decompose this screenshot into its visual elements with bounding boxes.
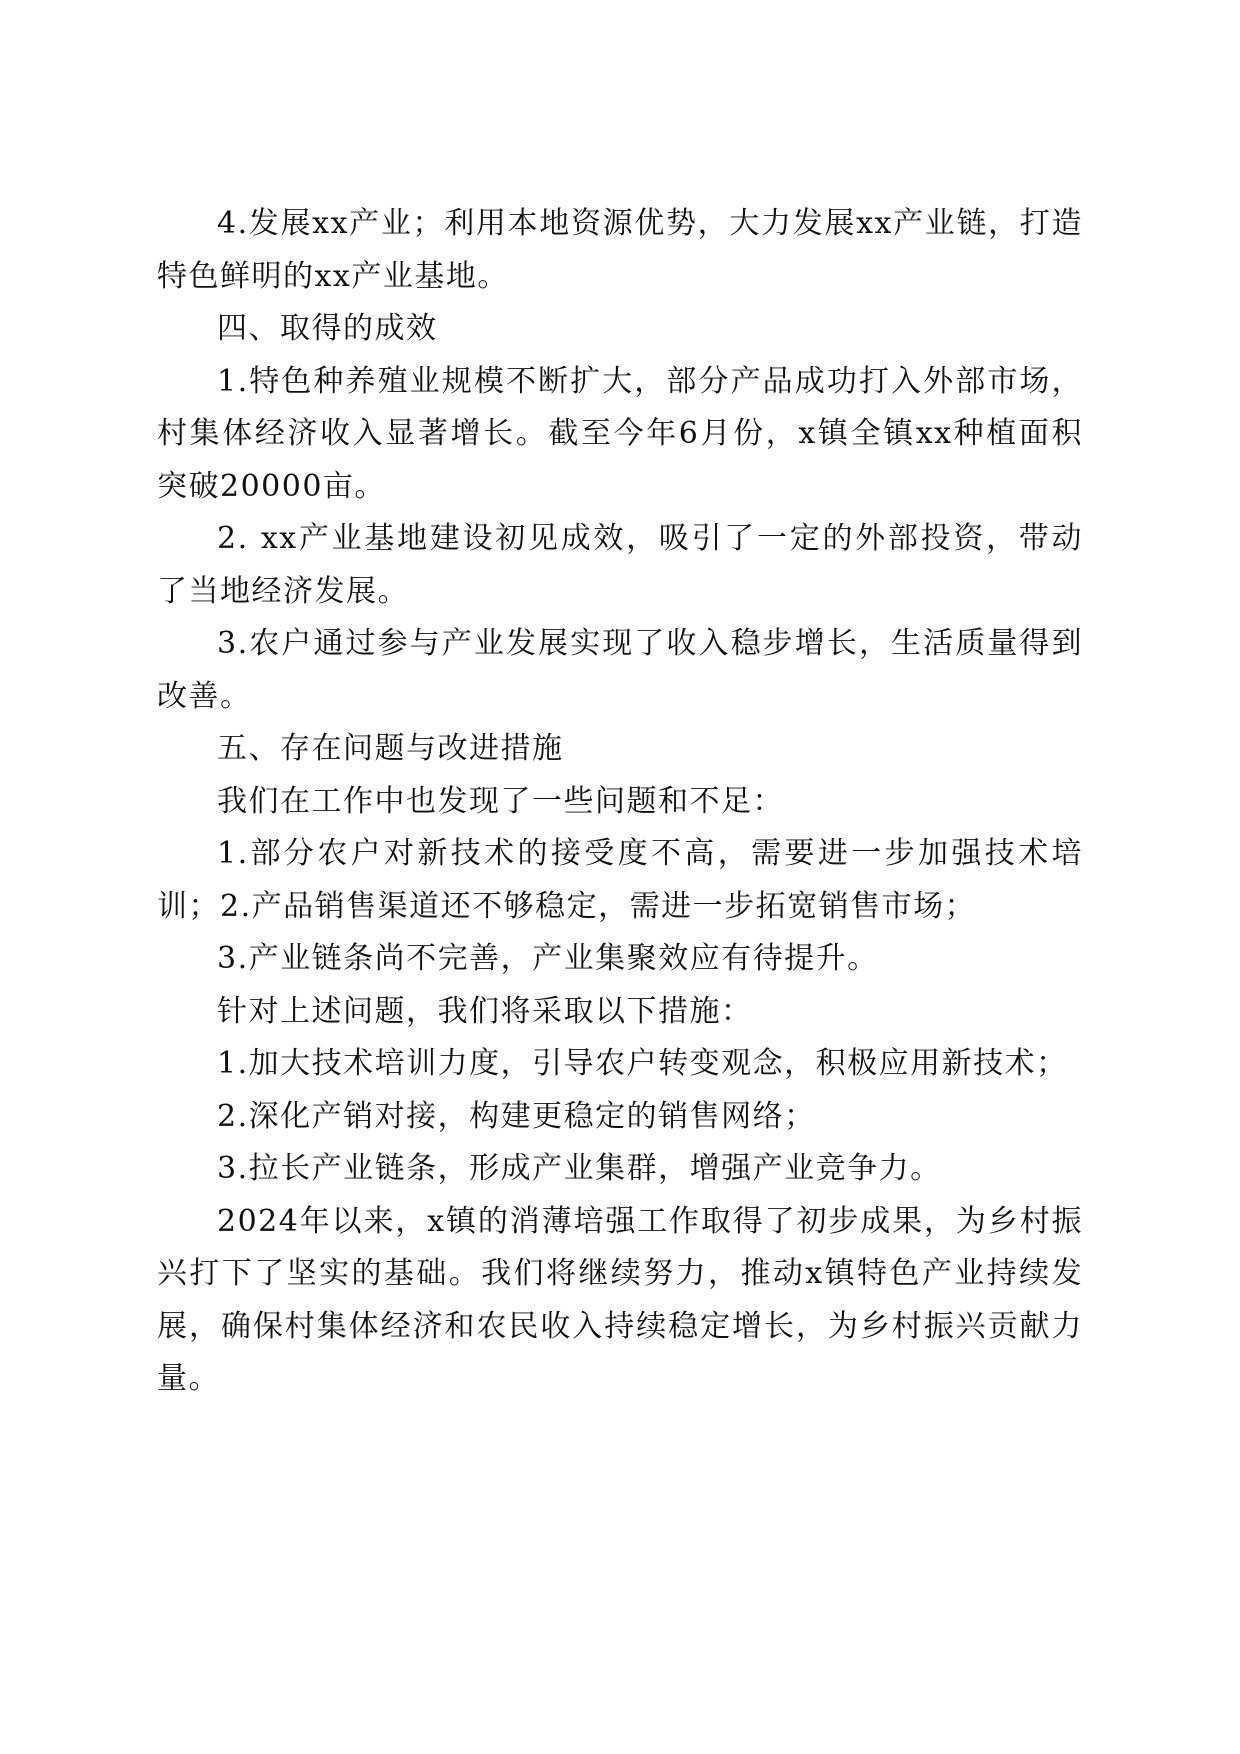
paragraph-achievement-1: 1.特色种养殖业规模不断扩大，部分产品成功打入外部市场，村集体经济收入显著增长。截至今年6月份，x镇全镇xx种植面积突破20000亩。 <box>157 363 1083 504</box>
document-body <box>157 198 1083 1406</box>
paragraph-problem-3: 3.产业链条尚不完善，产业集聚效应有待提升。 <box>217 941 879 976</box>
paragraph-conclusion: 2024年以来，x镇的消薄培强工作取得了初步成果，为乡村振兴打下了坚实的基础。我们将继续努力，推动x镇特色产业持续发展，确保村集体经济和农民收入持续稳定增长，为乡村振兴贡献力量。 <box>157 1203 1083 1396</box>
section-heading-problems: 五、存在问题与改进措施 <box>217 731 564 766</box>
paragraph-measures-intro: 针对上述问题，我们将采取以下措施： <box>217 993 753 1029</box>
section-heading-achievements: 四、取得的成效 <box>217 311 438 346</box>
paragraph-problem-1-2: 1.部分农户对新技术的接受度不高，需要进一步加强技术培训；2.产品销售渠道还不够稳定，需进一步拓宽销售市场； <box>157 836 1083 924</box>
paragraph-problems-intro: 我们在工作中也发现了一些问题和不足： <box>217 783 784 819</box>
paragraph-achievement-3: 3.农户通过参与产业发展实现了收入稳步增长，生活质量得到改善。 <box>157 626 1083 714</box>
paragraph-achievement-2: 2. xx产业基地建设初见成效，吸引了一定的外部投资，带动了当地经济发展。 <box>157 521 1083 609</box>
paragraph-measure-1: 1.加大技术培训力度，引导农户转变观念，积极应用新技术； <box>217 1046 1068 1081</box>
paragraph-item-4: 4.发展xx产业；利用本地资源优势，大力发展xx产业链，打造特色鲜明的xx产业基地。 <box>157 206 1083 294</box>
paragraph-measure-2: 2.深化产销对接，构建更稳定的销售网络； <box>217 1098 816 1134</box>
paragraph-measure-3: 3.拉长产业链条，形成产业集群，增强产业竞争力。 <box>217 1151 942 1186</box>
